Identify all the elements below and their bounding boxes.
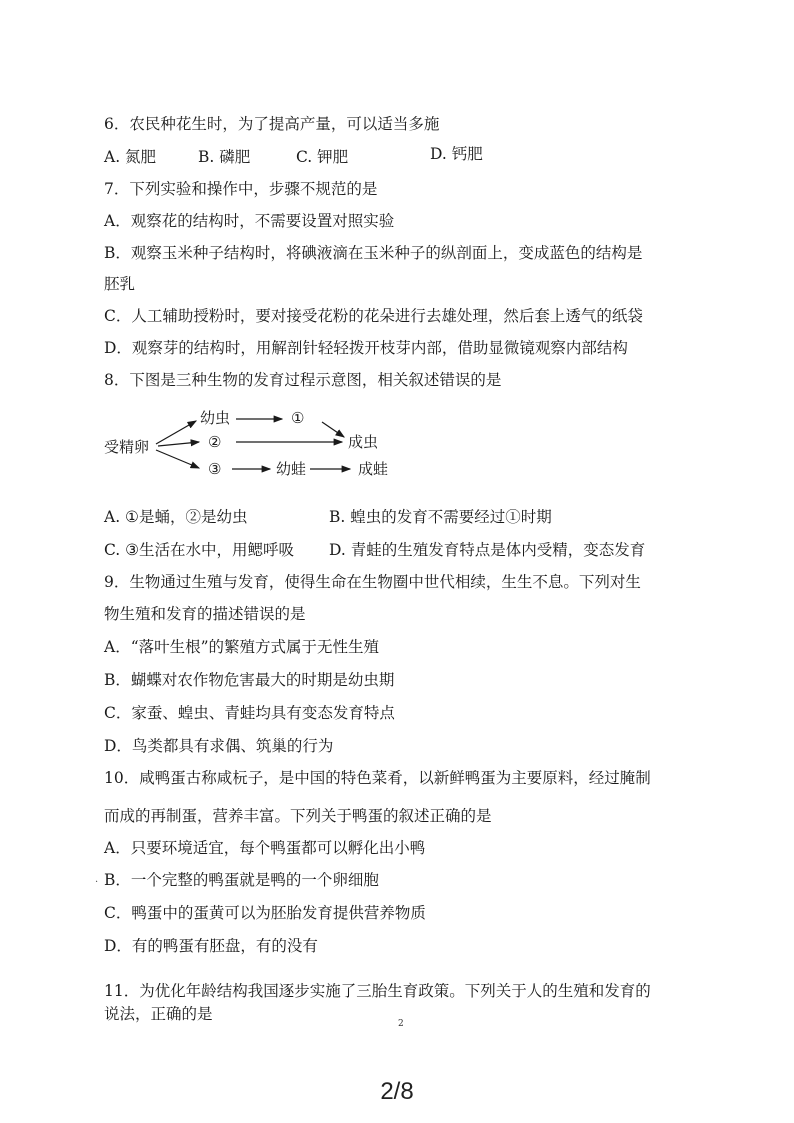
scan-small-mark: 2 (398, 1019, 404, 1029)
development-diagram (104, 404, 404, 494)
arrow-origin-to-circle3 (156, 450, 199, 468)
q7-option-b-line1: B．观察玉米种子结构时，将碘液滴在玉米种子的纵剖面上，变成蓝色的结构是 (104, 244, 643, 262)
q7-option-c: C．人工辅助授粉时，要对接受花粉的花朵进行去雄处理，然后套上透气的纸袋 (104, 307, 643, 325)
q11-stem-line1: 11．为优化年龄结构我国逐步实施了三胎生育政策。下列关于人的生殖和发育的 (104, 982, 651, 1000)
arrow-origin-to-circle2 (158, 442, 199, 446)
q9-option-b: B．蝴蝶对农作物危害最大的时期是幼虫期 (104, 671, 395, 689)
scan-speck: · (95, 877, 99, 888)
q10-stem-line1: 10．咸鸭蛋古称咸杬子，是中国的特色菜肴，以新鲜鸭蛋为主要原料，经过腌制 (104, 769, 651, 787)
q10-option-b: B．一个完整的鸭蛋就是鸭的一个卵细胞 (104, 871, 379, 889)
q7-option-d: D．观察芽的结构时，用解剖针轻轻拨开枝芽内部，借助显微镜观察内部结构 (104, 339, 628, 357)
q7-stem: 7．下列实验和操作中，步骤不规范的是 (104, 180, 378, 198)
diagram-circle2-label: ② (208, 433, 222, 451)
q8-option-c: C. ③生活在水中，用鳃呼吸 (104, 541, 295, 559)
q6-option-d: D. 钙肥 (430, 145, 483, 163)
q6-option-a: A. 氮肥 (104, 148, 157, 166)
q10-option-a: A．只要环境适宜，每个鸭蛋都可以孵化出小鸭 (104, 839, 426, 857)
q9-option-d: D．鸟类都具有求偶、筑巢的行为 (104, 737, 334, 755)
q8-option-a: A. ①是蛹，②是幼虫 (104, 508, 248, 526)
q6-option-c: C. 钾肥 (296, 148, 349, 166)
q10-option-c: C．鸭蛋中的蛋黄可以为胚胎发育提供营养物质 (104, 904, 426, 922)
q8-stem: 8．下图是三种生物的发育过程示意图，相关叙述错误的是 (104, 371, 502, 389)
diagram-larva-label: 幼虫 (200, 409, 231, 427)
diagram-frog-label: 成蛙 (358, 460, 389, 478)
diagram-origin-label: 受精卵 (104, 438, 150, 456)
diagram-adult-label: 成虫 (348, 433, 379, 451)
q9-stem-line1: 9．生物通过生殖与发育，使得生命在生物圈中世代相续，生生不息。下列对生 (104, 573, 641, 591)
q10-option-d: D．有的鸭蛋有胚盘，有的没有 (104, 937, 318, 955)
q9-option-c: C．家蚕、蝗虫、青蛙均具有变态发育特点 (104, 704, 395, 722)
arrow-origin-to-larva (156, 421, 196, 444)
q9-option-a: A．“落叶生根”的繁殖方式属于无性生殖 (104, 638, 380, 656)
arrow-circle1-to-adult (322, 422, 344, 437)
diagram-circle1-label: ① (291, 409, 305, 427)
q7-option-b-line2: 胚乳 (104, 275, 136, 293)
diagram-circle3-label: ③ (208, 460, 222, 478)
q8-option-d: D. 青蛙的生殖发育特点是体内受精，变态发育 (329, 541, 646, 559)
q6-option-b: B. 磷肥 (198, 148, 251, 166)
diagram-tadpole-label: 幼蛙 (276, 460, 307, 478)
page-number: 2/8 (380, 1078, 414, 1105)
q11-stem-line2: 说法，正确的是 (104, 1005, 213, 1023)
q6-stem: 6．农民种花生时，为了提高产量，可以适当多施 (104, 115, 440, 133)
q9-stem-line2: 物生殖和发育的描述错误的是 (104, 605, 306, 623)
q8-option-b: B. 蝗虫的发育不需要经过①时期 (329, 508, 552, 526)
q10-stem-line2: 而成的再制蛋，营养丰富。下列关于鸭蛋的叙述正确的是 (104, 807, 492, 825)
q7-option-a: A．观察花的结构时，不需要设置对照实验 (104, 212, 395, 230)
